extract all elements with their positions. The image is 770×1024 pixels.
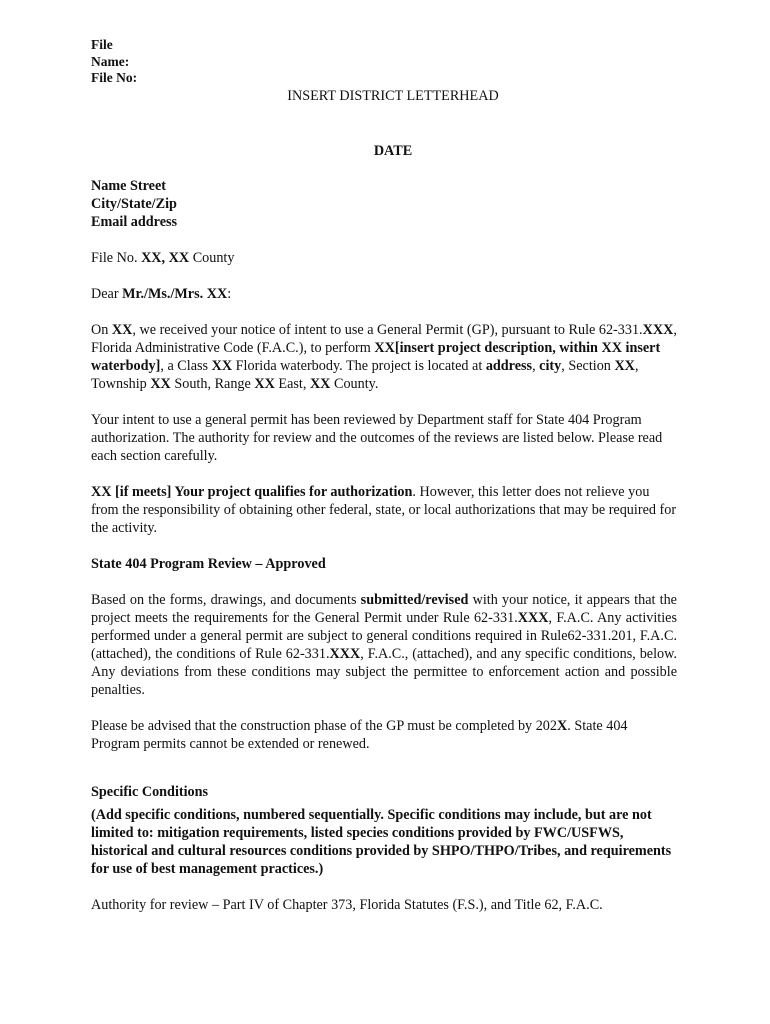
specific-conditions-heading: Specific Conditions (91, 783, 209, 800)
authority-line: Authority for review – Part IV of Chapter 373, Florida Statutes (F.S.), and Title 62, F.A.C. (91, 896, 603, 913)
letterhead-placeholder: INSERT DISTRICT LETTERHEAD (287, 87, 499, 104)
file-number-line: File No. XX, XX County (91, 249, 235, 266)
address-line2: City/State/Zip (91, 195, 177, 212)
specific-conditions-note: (Add specific conditions, numbered sequentially. Specific conditions may include, but are not limited to: mitigation requirements, listed species conditions provided by FWC/USFWS, historical and cultural resources conditions provided by SHPO/THPO/Tribes, and requirements for use of best management practices.) (91, 806, 672, 877)
letter-body (91, 37, 677, 914)
based-on-paragraph: Based on the forms, drawings, and documents submitted/revised with your notice, it appears that the project meets the requirements for the General Permit under Rule 62-331.XXX, F.A.C. Any activities performed under a general permit are subject to general conditions required in Rule62-331.201, F.A.C. (attached), the conditions of Rule 62-331.XXX, F.A.C., (attached), and any specific conditions, below. Any deviations from these conditions may subject the permittee to enforcement action and possible penalties. (91, 591, 677, 698)
file-meta-line3: File No: (91, 70, 138, 85)
qualify-paragraph: XX [if meets] Your project qualifies for authorization. However, this letter does not relieve you from the responsibility of obtaining other federal, state, or local authorizations that may be required for the activity. (91, 483, 677, 536)
file-meta-line2: Name: (91, 53, 130, 69)
address-line3: Email address (91, 213, 178, 230)
recipient-address (91, 177, 677, 231)
review-paragraph: Your intent to use a general permit has been reviewed by Department staff for State 404 Program authorization. The authority for review and the outcomes of the reviews are listed below. Please read each section carefully. (91, 411, 663, 464)
intro-paragraph: On XX, we received your notice of intent to use a General Permit (GP), pursuant to Rule 62-331.XXX, Florida Administrative Code (F.A.C.), to perform XX[insert project description, within XX insert waterbody], a Class XX Florida waterbody. The project is located at address, city, Section XX, Township XX South, Range XX East, XX County. (91, 321, 677, 392)
advised-paragraph: Please be advised that the construction phase of the GP must be completed by 202X. State 404 Program permits cannot be extended or renewed. (91, 717, 628, 752)
date-placeholder: DATE (373, 142, 413, 159)
salutation: Dear Mr./Ms./Mrs. XX: (91, 285, 232, 302)
program-review-heading: State 404 Program Review – Approved (91, 555, 326, 572)
address-line1: Name Street (91, 177, 166, 194)
file-meta-line1: File (91, 37, 113, 52)
file-meta (91, 37, 677, 87)
